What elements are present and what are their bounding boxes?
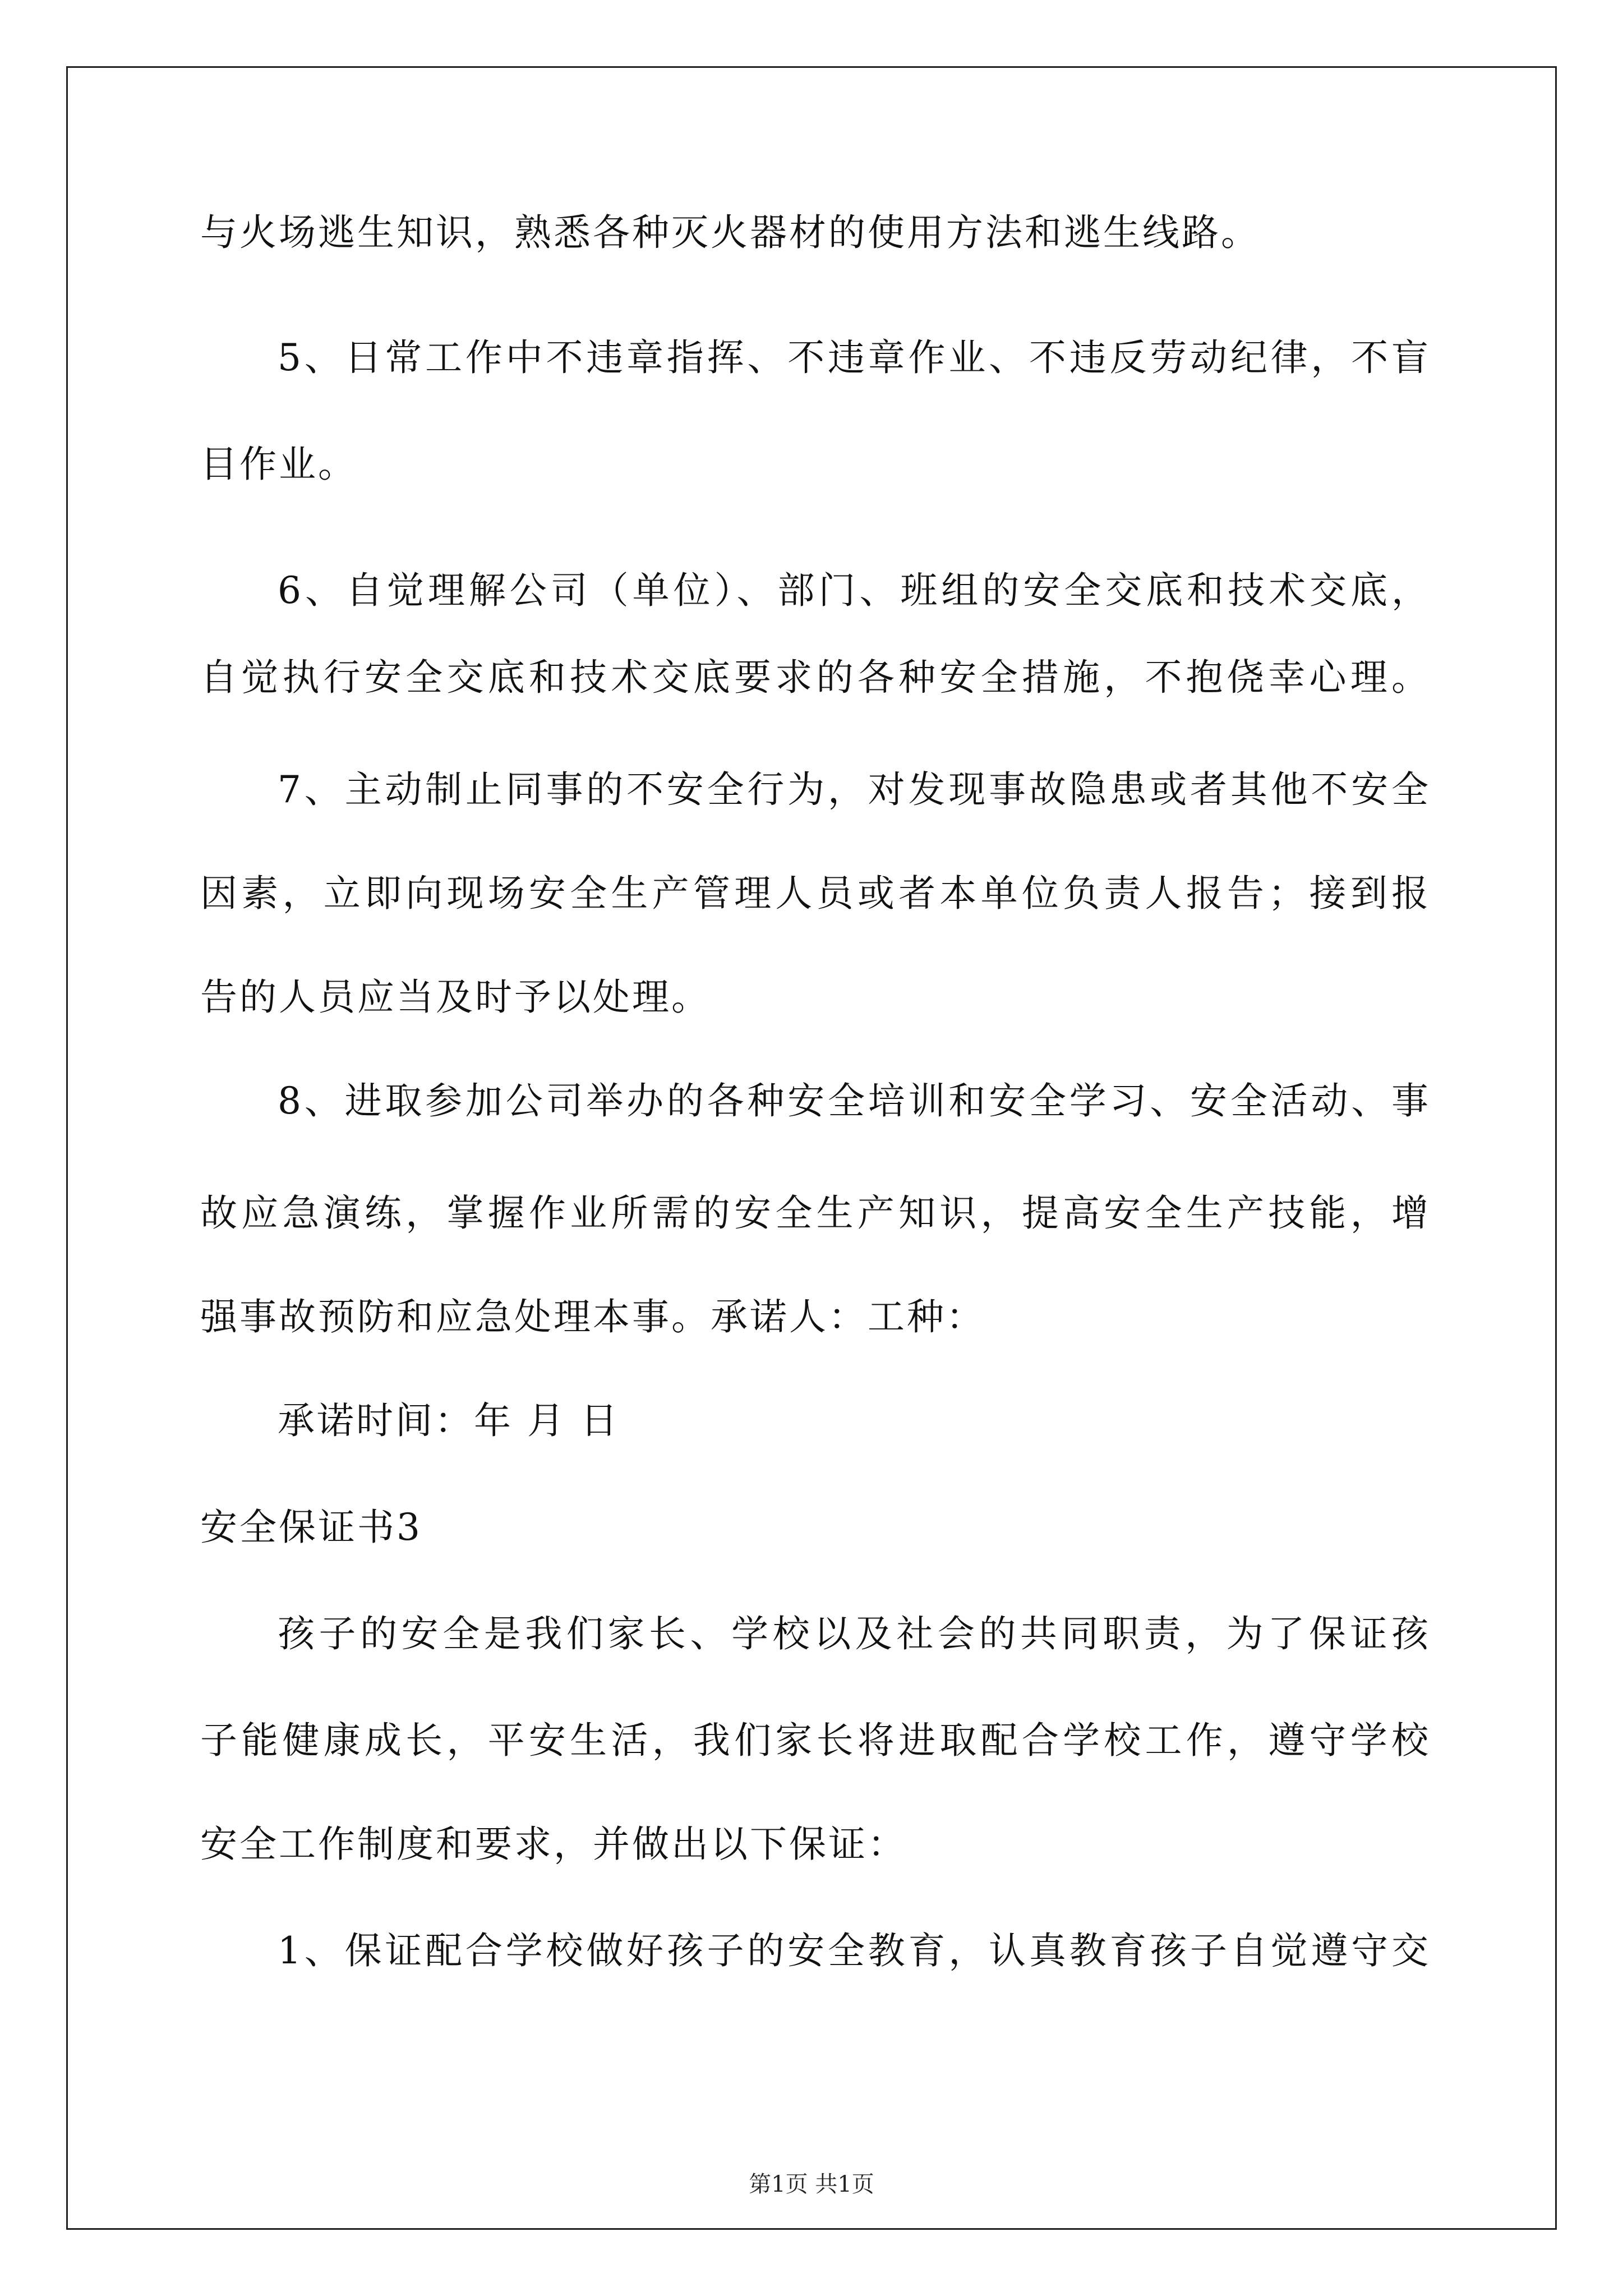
body-line-1: 与火场逃生知识，熟悉各种灭火器材的使用方法和逃生线路。 xyxy=(200,211,1260,254)
body-line-14: 孩子的安全是我们家长、学校以及社会的共同职责，为了保证孩 xyxy=(278,1612,1428,1655)
page-border xyxy=(66,66,1557,2230)
body-line-16: 安全工作制度和要求，并做出以下保证： xyxy=(200,1823,907,1866)
body-line-10: 故应急演练，掌握作业所需的安全生产知识，提高安全生产技能，增 xyxy=(200,1191,1428,1235)
body-line-6: 7、主动制止同事的不安全行为，对发现事故隐患或者其他不安全 xyxy=(278,768,1428,811)
section-heading: 安全保证书3 xyxy=(200,1506,422,1549)
body-line-8: 告的人员应当及时予以处理。 xyxy=(200,976,711,1019)
body-line-3: 目作业。 xyxy=(200,443,357,486)
body-line-9: 8、进取参加公司举办的各种安全培训和安全学习、安全活动、事 xyxy=(278,1079,1428,1122)
body-line-7: 因素，立即向现场安全生产管理人员或者本单位负责人报告；接到报 xyxy=(200,872,1428,915)
page-number-footer: 第1页 共1页 xyxy=(749,2171,874,2197)
body-line-17: 1、保证配合学校做好孩子的安全教育，认真教育孩子自觉遵守交 xyxy=(278,1929,1428,1972)
body-line-5: 自觉执行安全交底和技术交底要求的各种安全措施，不抱侥幸心理。 xyxy=(200,656,1428,699)
body-line-4: 6、自觉理解公司（单位）、部门、班组的安全交底和技术交底， xyxy=(278,569,1428,612)
body-line-11: 强事故预防和应急处理本事。承诺人：工种： xyxy=(200,1295,985,1338)
body-line-12: 承诺时间：年 月 日 xyxy=(278,1399,620,1442)
body-line-15: 子能健康成长，平安生活，我们家长将进取配合学校工作，遵守学校 xyxy=(200,1719,1428,1762)
body-line-2: 5、日常工作中不违章指挥、不违章作业、不违反劳动纪律，不盲 xyxy=(278,336,1428,379)
